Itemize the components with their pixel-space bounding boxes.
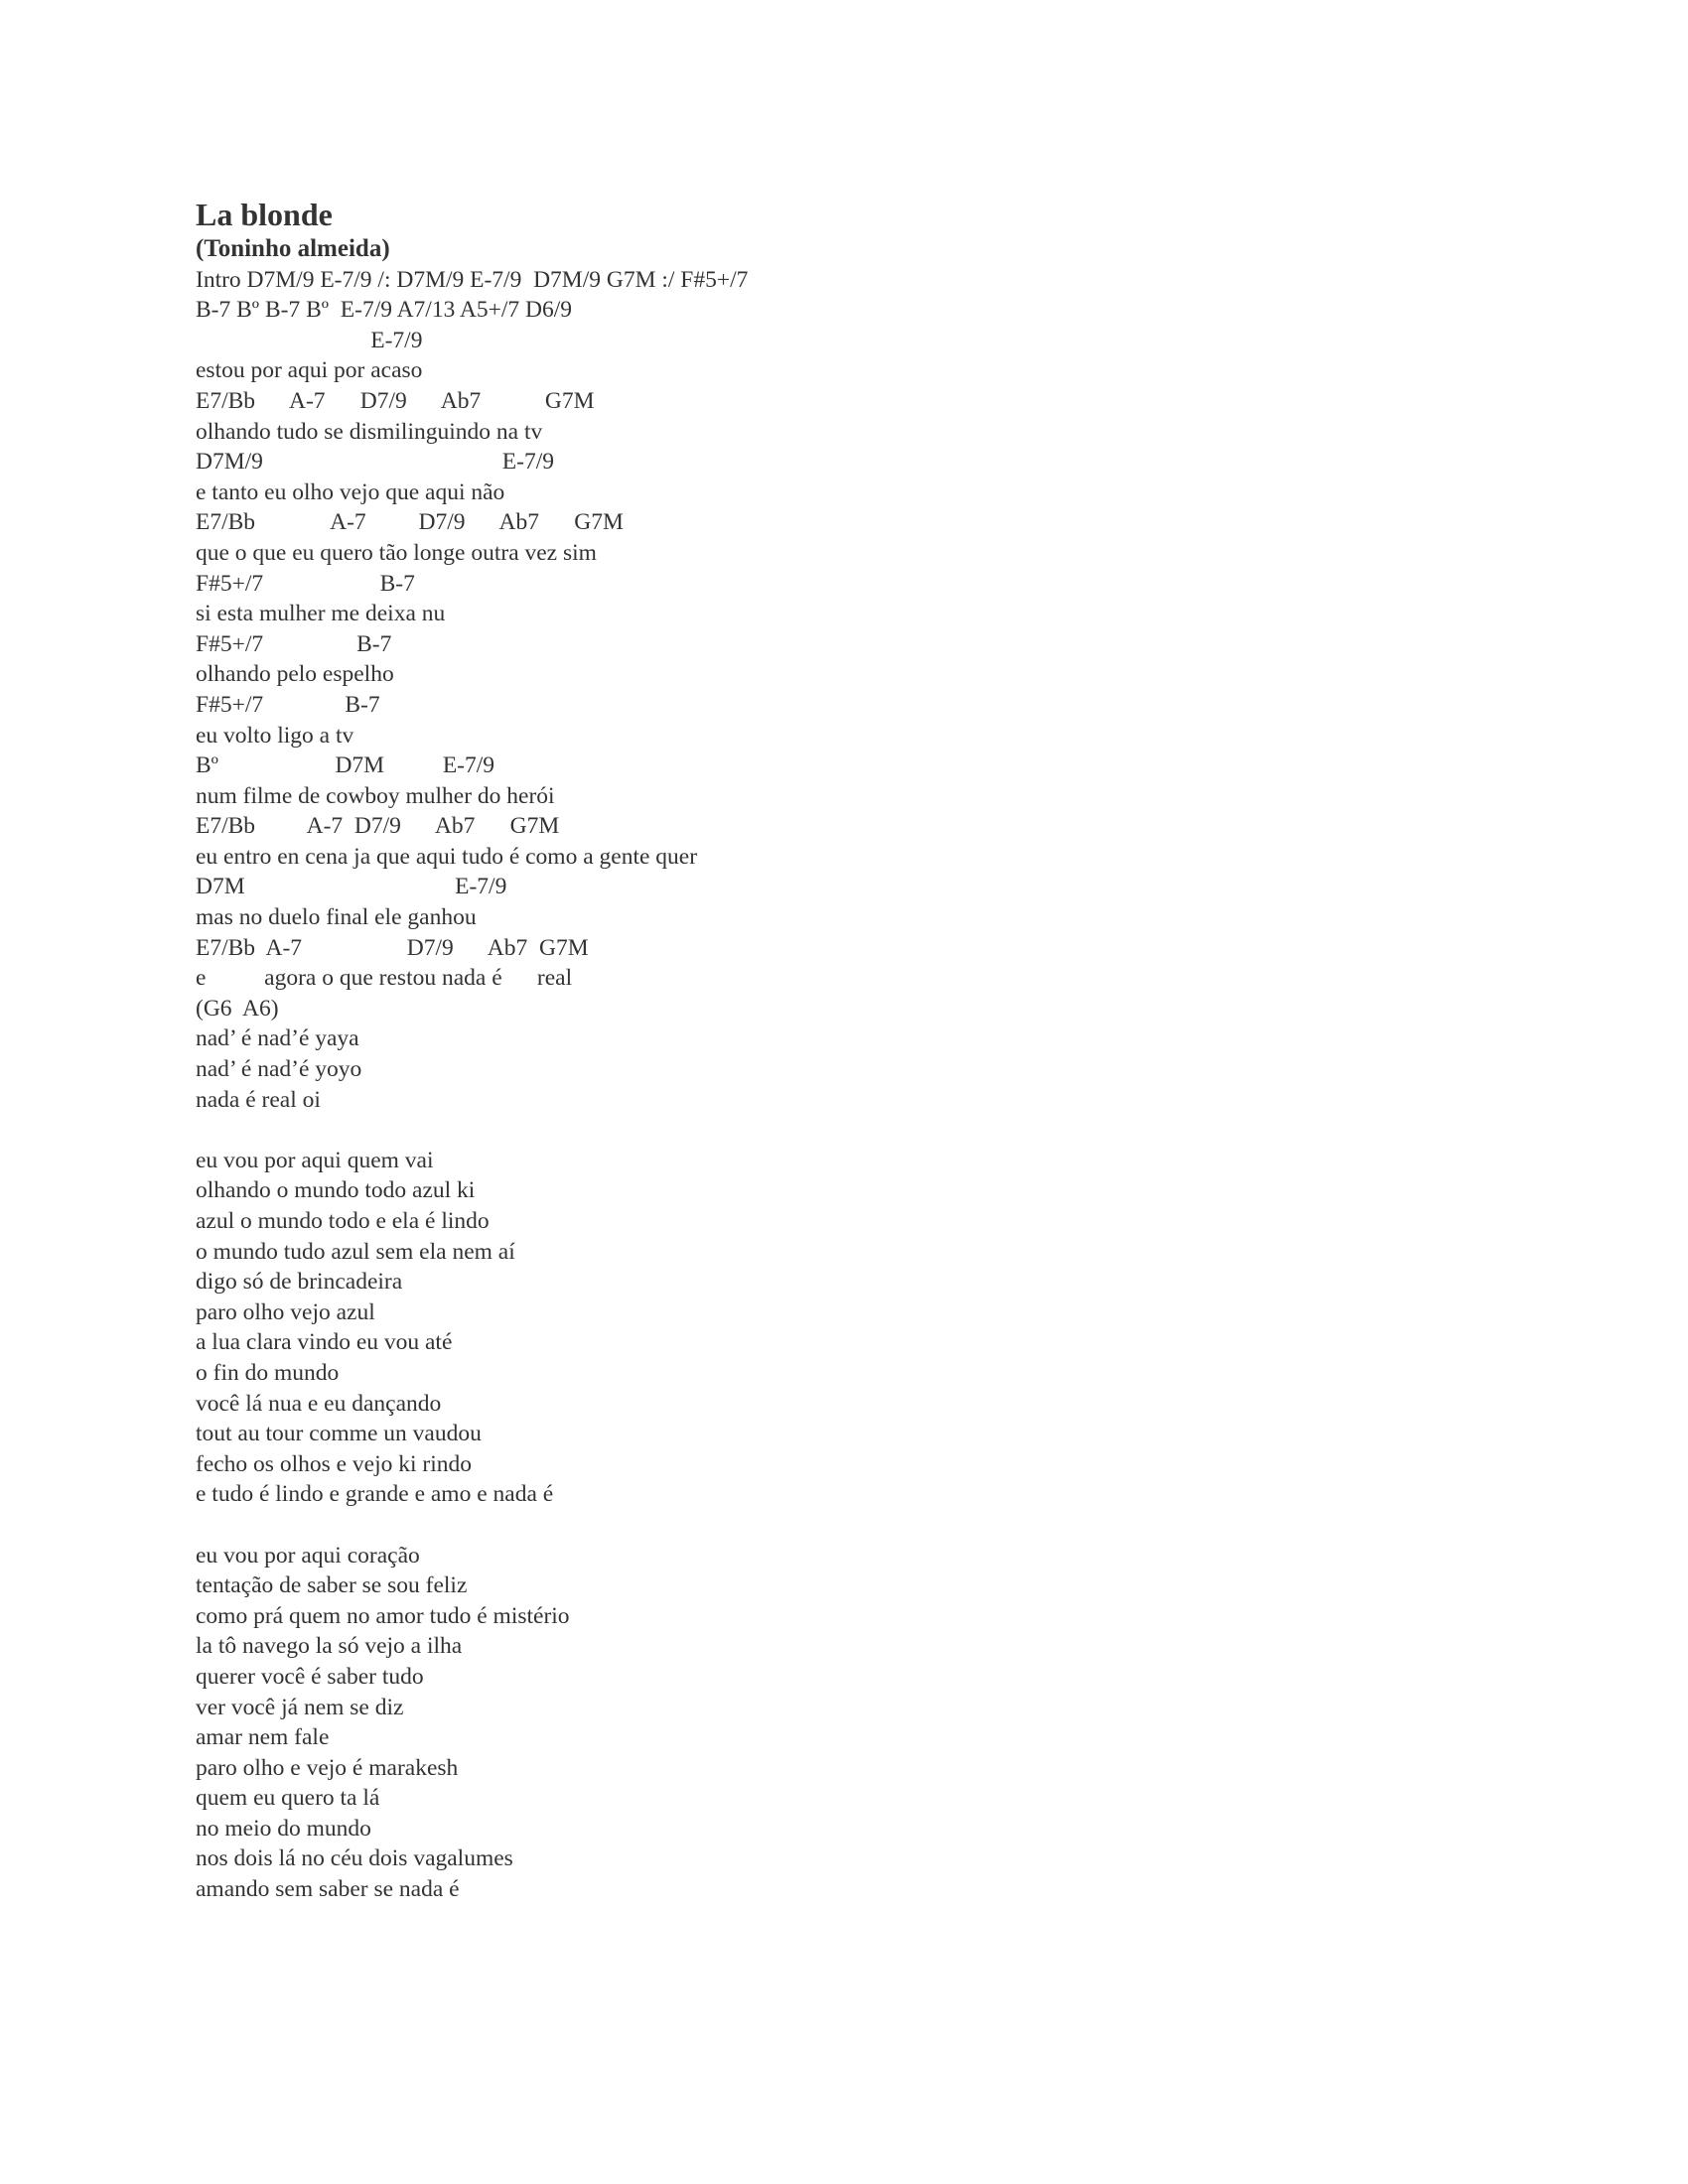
song-line: eu entro en cena ja que aqui tudo é como a gente quer	[196, 843, 698, 870]
song-line: B-7 Bº B-7 Bº E-7/9 A7/13 A5+/7 D6/9	[196, 297, 573, 324]
song-line: digo só de brincadeira	[196, 1269, 403, 1296]
song-line: olhando pelo espelho	[196, 661, 394, 688]
song-line: você lá nua e eu dançando	[196, 1390, 442, 1417]
song-line: E7/Bb A-7 D7/9 Ab7 G7M	[196, 387, 595, 414]
song-line: Bº D7M E-7/9	[196, 752, 495, 779]
song-line: tentação de saber se sou feliz	[196, 1572, 468, 1599]
song-line: olhando tudo se dismilinguindo na tv	[196, 418, 543, 445]
song-line: olhando o mundo todo azul ki	[196, 1177, 476, 1204]
song-line: estou por aqui por acaso	[196, 357, 423, 384]
song-line: nos dois lá no céu dois vagalumes	[196, 1845, 513, 1872]
song-line: num filme de cowboy mulher do herói	[196, 782, 555, 809]
song-line: a lua clara vindo eu vou até	[196, 1329, 453, 1356]
song-line: la tô navego la só vejo a ilha	[196, 1633, 463, 1660]
song-line: amar nem fale	[196, 1724, 330, 1751]
song-line: E7/Bb A-7 D7/9 Ab7 G7M	[196, 934, 589, 961]
song-line: o fin do mundo	[196, 1359, 340, 1386]
song-line: e tanto eu olho vejo que aqui não	[196, 478, 505, 505]
song-line: F#5+/7 B-7	[196, 691, 380, 718]
song-line: eu vou por aqui coração	[196, 1542, 420, 1569]
song-line: D7M/9 E-7/9	[196, 449, 554, 476]
song-line: (G6 A6)	[196, 995, 279, 1022]
song-line: D7M E-7/9	[196, 874, 507, 900]
song-line: que o que eu quero tão longe outra vez sim	[196, 539, 597, 566]
song-line: e tudo é lindo e grande e amo e nada é	[196, 1481, 554, 1508]
song-line: F#5+/7 B-7	[196, 630, 392, 657]
song-line: E-7/9	[196, 327, 423, 353]
song-line: no meio do mundo	[196, 1815, 371, 1842]
song-line: azul o mundo todo e ela é lindo	[196, 1208, 490, 1234]
song-line: si esta mulher me deixa nu	[196, 601, 446, 627]
blank-line	[196, 1115, 1486, 1146]
song-line: E7/Bb A-7 D7/9 Ab7 G7M	[196, 813, 560, 840]
song-line: querer você é saber tudo	[196, 1663, 424, 1690]
song-line: eu volto ligo a tv	[196, 722, 354, 749]
song-line: o mundo tudo azul sem ela nem aí	[196, 1238, 515, 1265]
song-line: E7/Bb A-7 D7/9 Ab7 G7M	[196, 509, 624, 536]
song-line: e agora o que restou nada é real	[196, 965, 573, 992]
song-line: como prá quem no amor tudo é mistério	[196, 1602, 570, 1629]
blank-line	[196, 1510, 1486, 1541]
song-author: (Toninho almeida)	[196, 235, 390, 262]
song-line: nada é real oi	[196, 1086, 321, 1113]
song-line: mas no duelo final ele ganhou	[196, 904, 477, 931]
song-line: paro olho e vejo é marakesh	[196, 1754, 459, 1781]
song-line: F#5+/7 B-7	[196, 570, 415, 597]
song-line: nad’ é nad’é yaya	[196, 1025, 359, 1052]
song-line: tout au tour comme un vaudou	[196, 1421, 482, 1447]
song-line: fecho os olhos e vejo ki rindo	[196, 1450, 473, 1477]
song-sheet	[196, 195, 1486, 1905]
song-line: quem eu quero ta lá	[196, 1785, 380, 1812]
song-line: eu vou por aqui quem vai	[196, 1147, 434, 1173]
song-title: La blonde	[196, 197, 333, 232]
song-line: ver você já nem se diz	[196, 1694, 404, 1720]
song-line: nad’ é nad’é yoyo	[196, 1056, 362, 1083]
song-line: paro olho vejo azul	[196, 1298, 375, 1325]
song-line: amando sem saber se nada é	[196, 1876, 460, 1903]
song-line: Intro D7M/9 E-7/9 /: D7M/9 E-7/9 D7M/9 G7M :/ F#5+/7	[196, 266, 749, 293]
song-lines	[196, 265, 1486, 1905]
